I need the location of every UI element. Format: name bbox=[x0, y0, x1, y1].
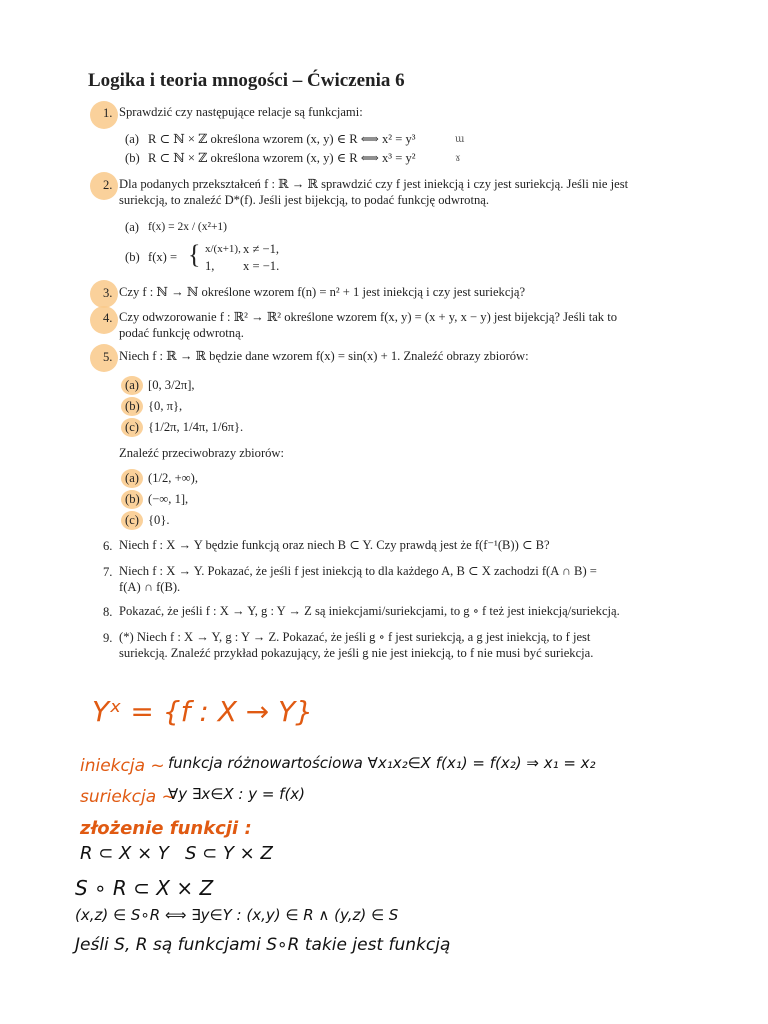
note-iniekcja-def: funkcja różnowartościowa ∀x₁x₂∈X f(x₁) = f(x₂) ⇒ x₁ = x₂ bbox=[168, 754, 596, 772]
problem-8-text: Pokazać, że jeśli f : X → Y, g : Y → Z są iniekcjami/suriekcjami, to g ∘ f też jest iniekcją/suriekcją. bbox=[119, 604, 620, 618]
problem-6-number: 6. bbox=[103, 539, 113, 553]
problem-7-number: 7. bbox=[103, 565, 113, 579]
problem-5-pre-b-text: (−∞, 1], bbox=[148, 492, 189, 506]
problem-9-number: 9. bbox=[103, 631, 113, 645]
problem-3-number: 3. bbox=[103, 286, 113, 300]
problem-5-pre-a-text: (1/2, +∞), bbox=[148, 471, 199, 485]
problem-1b-text: R ⊂ ℕ × ℤ określona wzorem (x, y) ∈ R ⟺ x³ = y² bbox=[148, 151, 416, 165]
problem-5-pre-c-text: {0}. bbox=[148, 513, 170, 527]
problem-5-text: Niech f : ℝ → ℝ będzie dane wzorem f(x) = sin(x) + 1. Znaleźć obrazy zbiorów: bbox=[119, 349, 529, 363]
problem-5-pre-a-label: (a) bbox=[125, 471, 139, 485]
problem-9-line2: suriekcją. Znaleźć przykład pokazujący, że jeśli g nie jest iniekcją, to f nie musi być suriekcja. bbox=[119, 646, 594, 660]
problem-9-line1: (*) Niech f : X → Y, g : Y → Z. Pokazać, że jeśli g ∘ f jest suriekcją, a g jest iniekcją, to f jest bbox=[119, 630, 591, 644]
problem-4-number: 4. bbox=[103, 311, 113, 325]
problem-1-text: Sprawdzić czy następujące relacje są funkcjami: bbox=[119, 105, 363, 119]
problem-5-img-a-text: [0, 3/2π], bbox=[148, 378, 195, 392]
problem-7-line2: f(A) ∩ f(B). bbox=[119, 580, 181, 594]
note-iniekcja-label: iniekcja ~ bbox=[80, 756, 165, 776]
problem-2b-case2: 1, bbox=[205, 259, 215, 273]
problem-2a-label: (a) bbox=[125, 220, 139, 234]
problem-4-line1: Czy odwzorowanie f : ℝ² → ℝ² określone wzorem f(x, y) = (x + y, x − y) jest bijekcją? Jeśli tak to bbox=[119, 310, 618, 324]
note-zlozenie-label: złożenie funkcji : bbox=[80, 818, 252, 839]
note-rel2: S ⊂ Y × Z bbox=[185, 843, 273, 864]
problem-5-pre-c-label: (c) bbox=[125, 513, 139, 527]
note-rel1: R ⊂ X × Y bbox=[80, 843, 169, 864]
problem-2b-cond2: x = −1. bbox=[243, 259, 280, 273]
margin-mark-2: ɤ bbox=[455, 153, 461, 164]
problem-1a-text: R ⊂ ℕ × ℤ określona wzorem (x, y) ∈ R ⟺ x² = y³ bbox=[148, 132, 416, 146]
problem-5-img-b-text: {0, π}, bbox=[148, 399, 183, 413]
problem-1a-label: (a) bbox=[125, 132, 139, 146]
problem-4-line2: podać funkcję odwrotną. bbox=[119, 326, 244, 340]
problem-5-img-c-text: {1/2π, 1/4π, 1/6π}. bbox=[148, 420, 244, 434]
note-yx: Yˣ = {f : X → Y} bbox=[92, 695, 314, 728]
problem-5-img-c-label: (c) bbox=[125, 420, 139, 434]
problem-2-line2: suriekcją, to znaleźć D*(f). Jeśli jest bijekcją, to podać funkcję odwrotną. bbox=[119, 193, 489, 207]
problem-8-number: 8. bbox=[103, 605, 113, 619]
problem-3-text: Czy f : ℕ → ℕ określone wzorem f(n) = n² + 1 jest iniekcją i czy jest suriekcją? bbox=[119, 285, 526, 299]
problem-5-img-a-label: (a) bbox=[125, 378, 139, 392]
note-suriekcja-label: suriekcja ~ bbox=[80, 787, 176, 807]
problem-2b-lhs: f(x) = bbox=[148, 250, 178, 264]
problem-2-number: 2. bbox=[103, 178, 113, 192]
problem-1-number: 1. bbox=[103, 106, 113, 120]
problem-1b-label: (b) bbox=[125, 151, 140, 165]
problem-2b-brace: { bbox=[188, 240, 201, 269]
page-title: Logika i teoria mnogości – Ćwiczenia 6 bbox=[88, 70, 405, 91]
note-jesli: Jeśli S, R są funkcjami S∘R takie jest funkcją bbox=[75, 935, 451, 955]
problem-2b-label: (b) bbox=[125, 250, 140, 264]
problem-2b-case1: x/(x+1), bbox=[205, 243, 241, 255]
problem-6-text: Niech f : X → Y będzie funkcją oraz niech B ⊂ Y. Czy prawdą jest że f(f⁻¹(B)) ⊂ B? bbox=[119, 538, 550, 552]
margin-mark-1: ɯ bbox=[455, 134, 465, 145]
problem-2a-text: f(x) = 2x / (x²+1) bbox=[148, 221, 228, 233]
problem-5-preimage-intro: Znaleźć przeciwobrazy zbiorów: bbox=[119, 446, 285, 460]
problem-2-line1: Dla podanych przekształceń f : ℝ → ℝ sprawdzić czy f jest iniekcją i czy jest suriekcją. Jeśli nie jest bbox=[119, 177, 629, 191]
problem-7-line1: Niech f : X → Y. Pokazać, że jeśli f jest iniekcją to dla każdego A, B ⊂ X zachodzi f(A ∩ B) = bbox=[119, 564, 597, 578]
problem-2b-cond1: x ≠ −1, bbox=[243, 242, 280, 256]
note-suriekcja-def: ∀y ∃x∈X : y = f(x) bbox=[168, 785, 306, 803]
problem-5-img-b-label: (b) bbox=[125, 399, 140, 413]
problem-5-number: 5. bbox=[103, 350, 113, 364]
problem-5-pre-b-label: (b) bbox=[125, 492, 140, 506]
note-comp-def: (x,z) ∈ S∘R ⟺ ∃y∈Y : (x,y) ∈ R ∧ (y,z) ∈ S bbox=[75, 906, 399, 924]
note-comp: S ∘ R ⊂ X × Z bbox=[75, 876, 214, 900]
